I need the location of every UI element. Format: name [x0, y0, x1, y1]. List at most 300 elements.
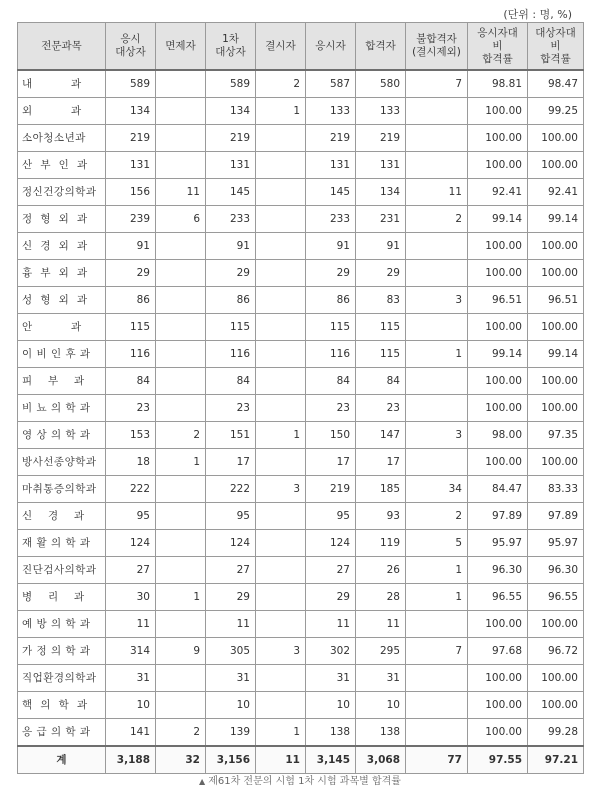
value-cell: 99.14	[468, 341, 528, 368]
value-cell: 100.00	[468, 692, 528, 719]
department-cell: 핵 의 학 과	[18, 692, 106, 719]
value-cell: 98.00	[468, 422, 528, 449]
value-cell: 29	[106, 260, 156, 287]
value-cell: 100.00	[468, 449, 528, 476]
value-cell: 1	[406, 341, 468, 368]
value-cell	[406, 449, 468, 476]
value-cell: 95	[106, 503, 156, 530]
value-cell: 31	[206, 665, 256, 692]
value-cell: 96.55	[468, 584, 528, 611]
value-cell	[256, 368, 306, 395]
value-cell: 150	[306, 422, 356, 449]
value-cell: 91	[306, 233, 356, 260]
value-cell: 17	[356, 449, 406, 476]
value-cell: 100.00	[528, 314, 584, 341]
header-row	[18, 23, 584, 71]
value-cell: 91	[206, 233, 256, 260]
value-cell	[156, 476, 206, 503]
value-cell: 11	[156, 179, 206, 206]
value-cell: 96.30	[468, 557, 528, 584]
value-cell	[406, 98, 468, 125]
value-cell: 302	[306, 638, 356, 665]
value-cell: 145	[206, 179, 256, 206]
triangle-up-icon: ▲	[199, 777, 206, 786]
value-cell: 11	[106, 611, 156, 638]
table-row	[18, 70, 584, 98]
value-cell: 95.97	[468, 530, 528, 557]
value-cell	[256, 503, 306, 530]
value-cell	[156, 341, 206, 368]
department-cell: 신 경 과	[18, 503, 106, 530]
value-cell: 86	[206, 287, 256, 314]
value-cell: 153	[106, 422, 156, 449]
total-value: 97.21	[528, 746, 584, 774]
department-cell: 직업환경의학과	[18, 665, 106, 692]
value-cell: 115	[306, 314, 356, 341]
value-cell: 138	[306, 719, 356, 747]
value-cell	[406, 233, 468, 260]
value-cell	[256, 125, 306, 152]
value-cell: 2	[406, 206, 468, 233]
value-cell: 100.00	[468, 314, 528, 341]
value-cell: 11	[356, 611, 406, 638]
department-cell: 안 과	[18, 314, 106, 341]
value-cell: 18	[106, 449, 156, 476]
value-cell: 100.00	[528, 260, 584, 287]
value-cell	[156, 665, 206, 692]
department-cell: 흉 부 외 과	[18, 260, 106, 287]
value-cell: 314	[106, 638, 156, 665]
value-cell: 131	[306, 152, 356, 179]
value-cell: 96.51	[468, 287, 528, 314]
value-cell: 100.00	[468, 719, 528, 747]
value-cell: 31	[306, 665, 356, 692]
table-footer	[18, 746, 584, 774]
value-cell: 219	[306, 476, 356, 503]
value-cell: 92.41	[468, 179, 528, 206]
value-cell: 219	[106, 125, 156, 152]
value-cell: 3	[406, 287, 468, 314]
value-cell: 1	[256, 422, 306, 449]
value-cell: 219	[356, 125, 406, 152]
value-cell	[406, 395, 468, 422]
value-cell: 1	[156, 584, 206, 611]
value-cell: 97.68	[468, 638, 528, 665]
value-cell	[406, 314, 468, 341]
value-cell: 100.00	[468, 665, 528, 692]
value-cell: 100.00	[528, 395, 584, 422]
table-row	[18, 449, 584, 476]
value-cell	[156, 260, 206, 287]
department-cell: 외 과	[18, 98, 106, 125]
value-cell: 99.28	[528, 719, 584, 747]
value-cell: 185	[356, 476, 406, 503]
value-cell: 1	[406, 557, 468, 584]
value-cell: 7	[406, 70, 468, 98]
department-cell: 이 비 인 후 과	[18, 341, 106, 368]
value-cell	[406, 665, 468, 692]
value-cell: 116	[106, 341, 156, 368]
value-cell	[256, 233, 306, 260]
department-cell: 응 급 의 학 과	[18, 719, 106, 747]
department-cell: 비 뇨 의 학 과	[18, 395, 106, 422]
value-cell: 23	[356, 395, 406, 422]
value-cell: 133	[306, 98, 356, 125]
value-cell: 100.00	[528, 233, 584, 260]
value-cell: 99.14	[528, 341, 584, 368]
column-header: 불합격자 (결시제외)	[406, 23, 468, 71]
value-cell: 222	[106, 476, 156, 503]
value-cell	[156, 557, 206, 584]
value-cell	[256, 260, 306, 287]
value-cell: 131	[206, 152, 256, 179]
value-cell: 95	[206, 503, 256, 530]
department-cell: 재 활 의 학 과	[18, 530, 106, 557]
table-row	[18, 314, 584, 341]
value-cell: 91	[356, 233, 406, 260]
value-cell: 96.51	[528, 287, 584, 314]
value-cell: 100.00	[468, 233, 528, 260]
value-cell	[256, 341, 306, 368]
unit-label: (단위 : 명, %)	[503, 8, 572, 21]
value-cell: 141	[106, 719, 156, 747]
value-cell	[256, 287, 306, 314]
table-row	[18, 341, 584, 368]
value-cell: 100.00	[468, 395, 528, 422]
value-cell: 31	[106, 665, 156, 692]
table-body	[18, 70, 584, 746]
department-cell: 피 부 과	[18, 368, 106, 395]
value-cell: 3	[256, 638, 306, 665]
value-cell: 28	[356, 584, 406, 611]
table-row	[18, 152, 584, 179]
total-value: 11	[256, 746, 306, 774]
column-header: 결시자	[256, 23, 306, 71]
value-cell: 7	[406, 638, 468, 665]
column-header: 면제자	[156, 23, 206, 71]
value-cell: 83.33	[528, 476, 584, 503]
total-value: 3,188	[106, 746, 156, 774]
value-cell	[156, 692, 206, 719]
value-cell: 17	[306, 449, 356, 476]
value-cell	[256, 449, 306, 476]
value-cell	[156, 233, 206, 260]
table-row	[18, 98, 584, 125]
value-cell: 233	[306, 206, 356, 233]
caption-text: 제61차 전문의 시험 1차 시험 과목별 합격률	[208, 776, 401, 787]
value-cell: 83	[356, 287, 406, 314]
column-header: 합격자	[356, 23, 406, 71]
value-cell: 96.72	[528, 638, 584, 665]
value-cell: 131	[356, 152, 406, 179]
value-cell: 115	[206, 314, 256, 341]
table-row	[18, 638, 584, 665]
value-cell: 100.00	[468, 98, 528, 125]
value-cell: 147	[356, 422, 406, 449]
table-header	[18, 23, 584, 71]
value-cell: 580	[356, 70, 406, 98]
value-cell	[256, 530, 306, 557]
value-cell: 29	[306, 260, 356, 287]
value-cell: 92.41	[528, 179, 584, 206]
value-cell: 134	[106, 98, 156, 125]
value-cell: 134	[356, 179, 406, 206]
department-cell: 소아청소년과	[18, 125, 106, 152]
table-row	[18, 584, 584, 611]
value-cell: 98.81	[468, 70, 528, 98]
value-cell: 99.14	[528, 206, 584, 233]
value-cell: 295	[356, 638, 406, 665]
column-header: 응시자대비 합격률	[468, 23, 528, 71]
total-value: 32	[156, 746, 206, 774]
value-cell: 156	[106, 179, 156, 206]
table-row	[18, 422, 584, 449]
value-cell: 95.97	[528, 530, 584, 557]
value-cell	[406, 260, 468, 287]
value-cell: 219	[306, 125, 356, 152]
department-cell: 성 형 외 과	[18, 287, 106, 314]
value-cell: 27	[206, 557, 256, 584]
value-cell	[156, 70, 206, 98]
value-cell: 305	[206, 638, 256, 665]
total-row	[18, 746, 584, 774]
value-cell	[156, 368, 206, 395]
value-cell: 29	[206, 584, 256, 611]
value-cell: 124	[306, 530, 356, 557]
column-header: 1차 대상자	[206, 23, 256, 71]
table-row	[18, 503, 584, 530]
table-row	[18, 692, 584, 719]
value-cell: 99.25	[528, 98, 584, 125]
value-cell	[406, 719, 468, 747]
value-cell: 84	[106, 368, 156, 395]
value-cell: 84	[356, 368, 406, 395]
value-cell: 10	[356, 692, 406, 719]
value-cell: 96.30	[528, 557, 584, 584]
value-cell: 17	[206, 449, 256, 476]
value-cell: 100.00	[468, 260, 528, 287]
value-cell: 219	[206, 125, 256, 152]
department-cell: 방사선종양학과	[18, 449, 106, 476]
column-header: 전문과목	[18, 23, 106, 71]
department-cell: 가 정 의 학 과	[18, 638, 106, 665]
value-cell: 5	[406, 530, 468, 557]
value-cell: 84	[306, 368, 356, 395]
value-cell: 138	[356, 719, 406, 747]
department-cell: 신 경 외 과	[18, 233, 106, 260]
value-cell: 100.00	[528, 449, 584, 476]
value-cell: 29	[206, 260, 256, 287]
value-cell	[156, 611, 206, 638]
table-row	[18, 233, 584, 260]
table-row	[18, 260, 584, 287]
value-cell: 134	[206, 98, 256, 125]
value-cell	[256, 395, 306, 422]
value-cell: 589	[206, 70, 256, 98]
total-value: 3,156	[206, 746, 256, 774]
value-cell: 86	[106, 287, 156, 314]
table-row	[18, 611, 584, 638]
value-cell: 31	[356, 665, 406, 692]
department-cell: 산 부 인 과	[18, 152, 106, 179]
value-cell	[156, 98, 206, 125]
value-cell	[156, 503, 206, 530]
total-value: 97.55	[468, 746, 528, 774]
value-cell: 2	[156, 719, 206, 747]
value-cell: 2	[256, 70, 306, 98]
value-cell	[156, 314, 206, 341]
value-cell: 11	[406, 179, 468, 206]
value-cell: 222	[206, 476, 256, 503]
department-cell: 정 형 외 과	[18, 206, 106, 233]
value-cell: 115	[356, 341, 406, 368]
value-cell: 23	[106, 395, 156, 422]
value-cell	[156, 287, 206, 314]
exam-results-table	[17, 22, 584, 774]
value-cell	[256, 692, 306, 719]
value-cell: 139	[206, 719, 256, 747]
value-cell: 119	[356, 530, 406, 557]
value-cell: 97.89	[528, 503, 584, 530]
value-cell: 100.00	[528, 611, 584, 638]
figure-caption	[0, 772, 600, 787]
value-cell: 91	[106, 233, 156, 260]
value-cell: 29	[306, 584, 356, 611]
value-cell	[256, 314, 306, 341]
value-cell: 11	[206, 611, 256, 638]
value-cell: 1	[256, 719, 306, 747]
table-row	[18, 557, 584, 584]
value-cell: 100.00	[468, 368, 528, 395]
department-cell: 진단검사의학과	[18, 557, 106, 584]
value-cell: 27	[106, 557, 156, 584]
value-cell	[256, 206, 306, 233]
value-cell	[256, 665, 306, 692]
value-cell	[156, 152, 206, 179]
table-row	[18, 719, 584, 747]
table-row	[18, 530, 584, 557]
value-cell: 100.00	[528, 692, 584, 719]
table-row	[18, 206, 584, 233]
value-cell: 587	[306, 70, 356, 98]
value-cell: 10	[306, 692, 356, 719]
value-cell	[156, 530, 206, 557]
total-value: 3,068	[356, 746, 406, 774]
department-cell: 영 상 의 학 과	[18, 422, 106, 449]
column-header: 응시 대상자	[106, 23, 156, 71]
table-row	[18, 665, 584, 692]
table-row	[18, 395, 584, 422]
value-cell: 100.00	[468, 152, 528, 179]
table-row	[18, 287, 584, 314]
department-cell: 병 리 과	[18, 584, 106, 611]
value-cell: 131	[106, 152, 156, 179]
value-cell: 116	[206, 341, 256, 368]
value-cell: 115	[106, 314, 156, 341]
department-cell: 예 방 의 학 과	[18, 611, 106, 638]
value-cell: 3	[406, 422, 468, 449]
value-cell	[256, 611, 306, 638]
value-cell: 98.47	[528, 70, 584, 98]
value-cell	[256, 584, 306, 611]
value-cell: 95	[306, 503, 356, 530]
total-value: 3,145	[306, 746, 356, 774]
value-cell: 116	[306, 341, 356, 368]
total-label: 계	[18, 746, 106, 774]
value-cell: 233	[206, 206, 256, 233]
value-cell: 27	[306, 557, 356, 584]
value-cell: 11	[306, 611, 356, 638]
table-row	[18, 179, 584, 206]
value-cell: 86	[306, 287, 356, 314]
column-header: 대상자대비 합격률	[528, 23, 584, 71]
value-cell: 10	[206, 692, 256, 719]
value-cell: 10	[106, 692, 156, 719]
value-cell	[156, 125, 206, 152]
column-header: 응시자	[306, 23, 356, 71]
value-cell	[256, 557, 306, 584]
value-cell: 100.00	[528, 125, 584, 152]
department-cell: 내 과	[18, 70, 106, 98]
value-cell: 124	[106, 530, 156, 557]
value-cell: 96.55	[528, 584, 584, 611]
value-cell: 151	[206, 422, 256, 449]
value-cell: 3	[256, 476, 306, 503]
value-cell: 2	[406, 503, 468, 530]
value-cell: 100.00	[528, 152, 584, 179]
value-cell: 100.00	[468, 125, 528, 152]
value-cell	[406, 611, 468, 638]
value-cell: 9	[156, 638, 206, 665]
table-row	[18, 125, 584, 152]
value-cell: 1	[156, 449, 206, 476]
value-cell: 97.35	[528, 422, 584, 449]
value-cell	[406, 692, 468, 719]
value-cell: 23	[306, 395, 356, 422]
value-cell	[256, 179, 306, 206]
value-cell: 124	[206, 530, 256, 557]
table-row	[18, 476, 584, 503]
value-cell: 2	[156, 422, 206, 449]
value-cell: 589	[106, 70, 156, 98]
value-cell: 23	[206, 395, 256, 422]
department-cell: 마취통증의학과	[18, 476, 106, 503]
value-cell: 133	[356, 98, 406, 125]
value-cell: 34	[406, 476, 468, 503]
value-cell: 93	[356, 503, 406, 530]
value-cell: 100.00	[468, 611, 528, 638]
department-cell: 정신건강의학과	[18, 179, 106, 206]
value-cell: 99.14	[468, 206, 528, 233]
total-value: 77	[406, 746, 468, 774]
value-cell: 97.89	[468, 503, 528, 530]
value-cell	[156, 395, 206, 422]
value-cell	[406, 125, 468, 152]
table-row	[18, 368, 584, 395]
value-cell: 30	[106, 584, 156, 611]
value-cell	[256, 152, 306, 179]
value-cell: 115	[356, 314, 406, 341]
value-cell	[406, 152, 468, 179]
value-cell: 100.00	[528, 665, 584, 692]
value-cell: 26	[356, 557, 406, 584]
value-cell: 239	[106, 206, 156, 233]
value-cell: 1	[406, 584, 468, 611]
value-cell	[406, 368, 468, 395]
value-cell: 231	[356, 206, 406, 233]
value-cell: 100.00	[528, 368, 584, 395]
value-cell: 29	[356, 260, 406, 287]
